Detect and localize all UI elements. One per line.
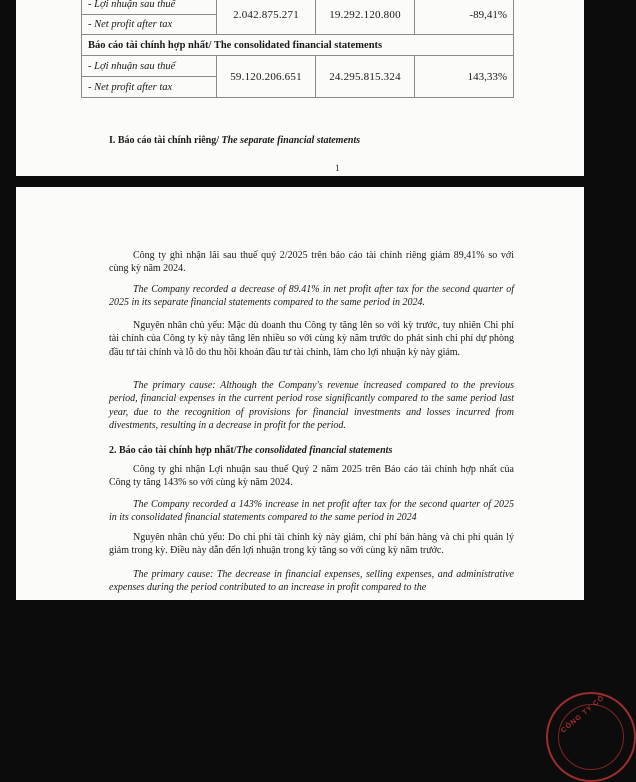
table-cell-change: -89,41% xyxy=(415,0,514,35)
row-label-en: - Net profit after tax xyxy=(82,15,217,35)
paragraph-en xyxy=(109,568,514,595)
table-cell-value: 24.295.815.324 xyxy=(316,56,415,98)
paragraph-en: The primary cause: Although the Company's revenue increased compared to the previous period, financial expenses in the current period rose significantly compared to the same period last year, due to the recognition of provisions for financial investments and losses incurred from divestments, resulting in a decrease in profit for the period. xyxy=(109,380,514,432)
page-number: 1 xyxy=(335,163,340,173)
document-page-2 xyxy=(16,187,607,735)
section-heading-1 xyxy=(109,135,360,146)
table-section-row xyxy=(82,35,514,56)
row-label-vi: - Lợi nhuận sau thuế xyxy=(82,56,217,77)
table-cell-value: 2.042.875.271 xyxy=(217,0,316,35)
row-label-en: - Net profit after tax xyxy=(82,77,217,98)
table-cell-change: 143,33% xyxy=(415,56,514,98)
section-heading-2 xyxy=(109,445,392,456)
table-cell-value: 59.120.206.651 xyxy=(217,56,316,98)
stamp-text: CÔNG TY CỔ xyxy=(560,694,607,735)
section-label-vi: Báo cáo tài chính hợp nhất/ xyxy=(88,39,212,51)
heading-2-vi: 2. Báo cáo tài chính hợp nhất/ xyxy=(109,445,237,456)
paragraph-vi: Nguyên nhân chủ yếu: Mặc dù doanh thu Công ty tăng lên so với kỳ trước, tuy nhiên Chi phí tài chính của Công ty kỳ này tăng lên nhiều so với cùng kỳ năm trước do phát sinh chi phí dự phòng đầu tư tài chính và lỗ do thu hồi khoản đầu tư tài chính, làm cho lợi nhuận kỳ này giảm. xyxy=(109,320,514,358)
document-page-1 xyxy=(16,0,584,176)
financial-table xyxy=(81,0,514,98)
heading-1-en: The separate financial statements xyxy=(219,135,361,146)
table-cell-value: 19.292.120.800 xyxy=(316,0,415,35)
table-row xyxy=(82,56,514,77)
heading-1-vi: I. Báo cáo tài chính riêng/ xyxy=(109,135,220,146)
paragraph-en: The Company recorded a 143% increase in net profit after tax for the second quarter of 2025 in its consolidated financial statements compared to the same period in 2024 xyxy=(109,499,514,524)
paragraph-vi: Công ty ghi nhận lãi sau thuế quý 2/2025 trên báo cáo tài chính riêng giảm 89,41% so với cùng kỳ năm 2024. xyxy=(109,250,514,275)
heading-2-en: The consolidated financial statements xyxy=(236,445,393,456)
section-label xyxy=(82,35,514,56)
paragraph-vi: Công ty ghi nhận Lợi nhuận sau thuế Quý 2 năm 2025 trên Báo cáo tài chính hợp nhất của Công ty tăng 143% so với cùng kỳ năm 2024. xyxy=(109,464,514,489)
section-label-en: The consolidated financial statements xyxy=(211,39,383,51)
table-row xyxy=(82,0,514,15)
company-stamp xyxy=(546,692,636,782)
paragraph-vi: Nguyên nhân chủ yếu: Do chi phí tài chính kỳ này giảm, chi phí bán hàng và chi phí quản lý giảm trong kỳ. Điều này dẫn đến lợi nhuận trong kỳ tăng so với cùng kỳ năm trước. xyxy=(109,532,514,557)
primary-cause-en: The primary cause: The decrease in financial expenses, selling expenses, and administrative expenses during the period contributed to an increase in profit compared to the xyxy=(109,569,514,594)
row-label-vi: - Lợi nhuận sau thuế xyxy=(82,0,217,15)
paragraph-en: The Company recorded a decrease of 89.41% in net profit after tax for the second quarter of 2025 in its separate financial statements compared to the same period in 2024. xyxy=(109,284,514,309)
